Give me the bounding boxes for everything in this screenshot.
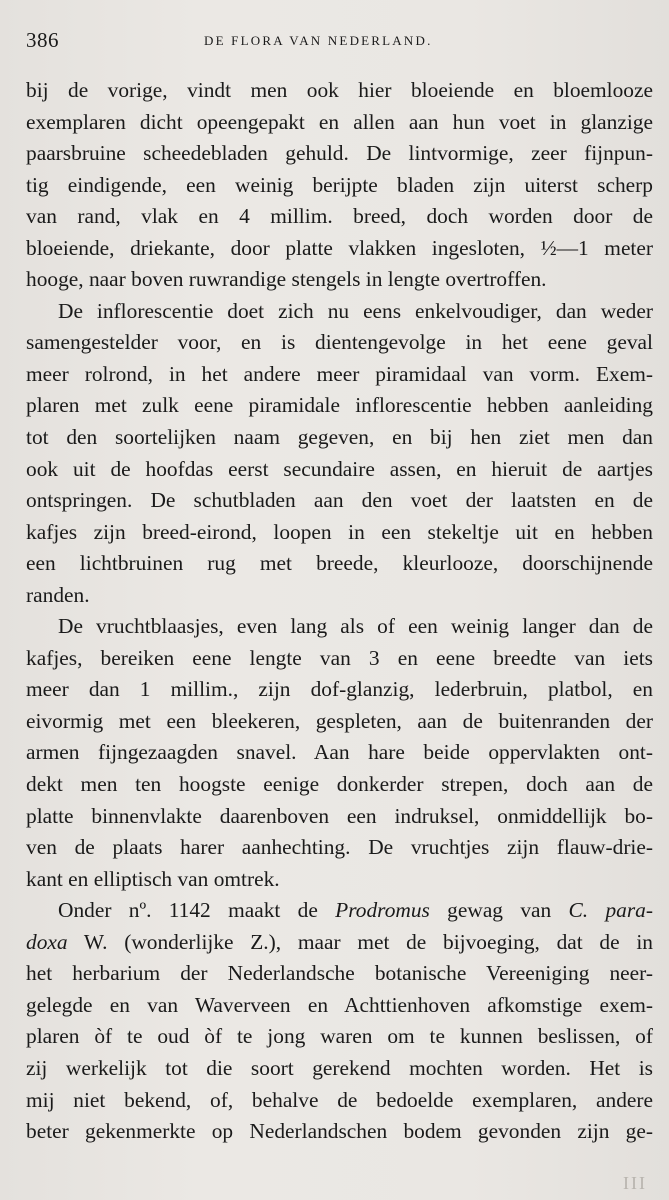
text-line: een lichtbruinen rug met breede, kleurlooze, doorschijnende	[26, 551, 653, 576]
text-line: ontspringen. De schutbladen aan den voet der laatsten en de	[26, 488, 653, 513]
paragraph	[26, 75, 653, 296]
text-line: Onder nº. 1142 maakt de Prodromus gewag van C. para-	[58, 898, 653, 923]
text-line: ven de plaats harer aanhechting. De vruchtjes zijn flauw-drie-	[26, 835, 653, 860]
text-line: kafjes, bereiken eene lengte van 3 en eene breedte van iets	[26, 645, 653, 670]
paragraph	[26, 296, 653, 611]
text-line: tot den soortelijken naam gegeven, en bij hen ziet men dan	[26, 425, 653, 450]
text-line: gelegde en van Waverveen en Achttienhoven afkomstige exem-	[26, 992, 653, 1017]
paragraph	[26, 895, 653, 1147]
running-head: DE FLORA VAN NEDERLAND.	[204, 33, 433, 48]
text-line: plaren met zulk eene piramidale inflorescentie hebben aanleiding	[26, 393, 653, 418]
text-line: kant en elliptisch van omtrek.	[26, 866, 280, 891]
text-line: ook uit de hoofdas eerst secundaire assen, en hieruit de aartjes	[26, 456, 653, 481]
text-line: meer rolrond, in het andere meer piramidaal van vorm. Exem-	[26, 361, 653, 386]
text-line: platte binnenvlakte daarenboven een indruksel, onmiddellijk bo-	[26, 803, 653, 828]
text-line: De inflorescentie doet zich nu eens enkelvoudiger, dan weder	[58, 298, 653, 323]
text-line: beter gekenmerkte op Nederlandschen bodem gevonden zijn ge-	[26, 1119, 653, 1144]
text-line: mij niet bekend, of, behalve de bedoelde exemplaren, andere	[26, 1087, 653, 1112]
text-line: bloeiende, driekante, door platte vlakken ingesloten, ½—1 meter	[26, 235, 653, 260]
text-line: meer dan 1 millim., zijn dof-glanzig, lederbruin, platbol, en	[26, 677, 653, 702]
text-line: kafjes zijn breed-eirond, loopen in een stekeltje uit en hebben	[26, 519, 653, 544]
signature-mark: III	[623, 1173, 647, 1193]
text-line: randen.	[26, 582, 90, 607]
text-line: De vruchtblaasjes, even lang als of een weinig langer dan de	[58, 614, 653, 639]
page-number: 386	[26, 28, 59, 52]
text-line: exemplaren dicht opeengepakt en allen aan hun voet in glanzige	[26, 109, 653, 134]
page-header	[26, 28, 649, 58]
text-line: dekt men ten hoogste eenige donkerder strepen, doch aan de	[26, 772, 653, 797]
text-line: samengestelder voor, en is dientengevolge in het eene geval	[26, 330, 653, 355]
text-line: plaren òf te oud òf te jong waren om te kunnen beslissen, of	[26, 1024, 653, 1049]
text-line: zij werkelijk tot die soort gerekend mochten worden. Het is	[26, 1055, 653, 1080]
text-line: armen fijngezaagden snavel. Aan hare beide oppervlakten ont-	[26, 740, 653, 765]
text-line: hooge, naar boven ruwrandige stengels in lengte overtroffen.	[26, 267, 547, 292]
body-text	[26, 75, 653, 1148]
paragraph	[26, 611, 653, 895]
text-line: paarsbruine scheedebladen gehuld. De lintvormige, zeer fijnpun-	[26, 141, 653, 166]
text-line: doxa W. (wonderlijke Z.), maar met de bijvoeging, dat de in	[26, 929, 653, 954]
text-line: eivormig met een bleekeren, gespleten, aan de buitenranden der	[26, 708, 653, 733]
text-line: het herbarium der Nederlandsche botanische Vereeniging neer-	[26, 961, 653, 986]
text-line: van rand, vlak en 4 millim. breed, doch worden door de	[26, 204, 653, 229]
text-line: tig eindigende, een weinig berijpte bladen zijn uiterst scherp	[26, 172, 653, 197]
text-line: bij de vorige, vindt men ook hier bloeiende en bloemlooze	[26, 78, 653, 102]
